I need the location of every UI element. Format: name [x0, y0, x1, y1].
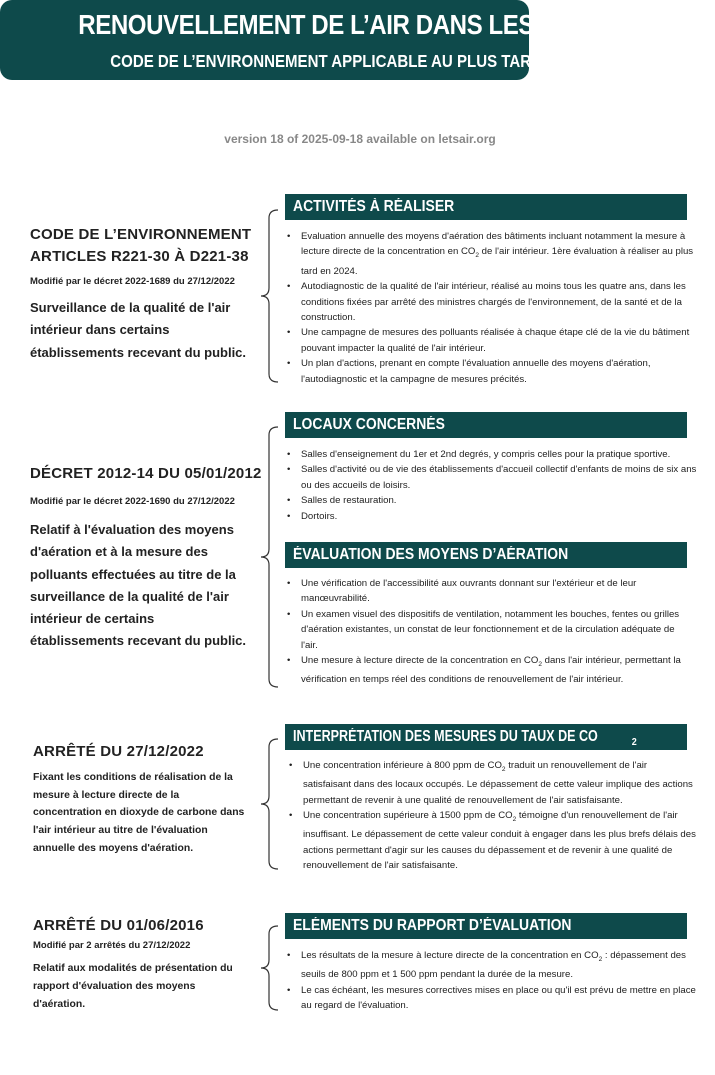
interpretation-b2-l1: [303, 808, 699, 827]
list-item: [287, 325, 697, 356]
section-interpretation-header: [285, 724, 687, 750]
co2-subscript: 2: [475, 252, 480, 260]
list-item: [287, 983, 697, 1014]
evaluation-b3-l1b: dans l'air intérieur, permettant la: [541, 655, 681, 667]
evaluation-b1-l1: • Une vérification de l'accessibilité aux ouvrants donnant sur l'extérieur et de leur: [301, 578, 637, 589]
code-heading-2: ARTICLES R221-30 À D221-38: [30, 248, 249, 265]
arrete1-desc-5: annuelle des moyens d'aération.: [33, 843, 194, 854]
arrete2-desc-1: Relatif aux modalités de présentation du: [33, 963, 233, 974]
brace-arrete2: [256, 924, 282, 1012]
arrete2-heading: ARRÊTÉ DU 01/06/2016: [33, 917, 204, 934]
activites-b2-l1: • Autodiagnostic de la qualité de l'air intérieur, réalisé au moins tous les quatre ans, dans les: [301, 281, 686, 293]
list-item: [287, 576, 697, 607]
activites-b3-l1: • Une campagne de mesures des polluants réalisée à chaque étape clé de la vie du bâtiment: [301, 327, 690, 339]
activites-b2-l2: conditions fixées par arrêté des ministres chargés de l'environnement, de la santé et de la: [301, 296, 682, 308]
co2-subscript: 2: [501, 765, 506, 773]
arrete1-heading: ARRÊTÉ DU 27/12/2022: [33, 743, 204, 760]
rapport-b2-l1: • Le cas échéant, les mesures correctives mises en place ou qu'il est prévu de mettre en place: [301, 984, 696, 996]
interpretation-b1-l3: permettant de revenir à une qualité de renouvellement de l'air satisfaisante.: [303, 794, 623, 806]
evaluation-list: [287, 576, 697, 688]
arrete2-desc-2: rapport d'évaluation des moyens: [33, 981, 196, 992]
locaux-list: [287, 447, 697, 524]
rapport-b1-l1b: : dépassement des: [602, 950, 686, 961]
interpretation-b1-l1: [303, 758, 699, 777]
co2-subscript: 2: [538, 660, 542, 668]
list-item: [287, 462, 697, 493]
list-item: [289, 808, 699, 874]
decret-desc-4: surveillance de la qualité de l'air: [30, 589, 229, 604]
code-desc-1: Surveillance de la qualité de l'air: [30, 300, 231, 315]
activites-list: [287, 229, 697, 387]
code-desc-3: établissements recevant du public.: [30, 345, 247, 360]
activites-b1-l2: [301, 244, 697, 263]
activites-b4-l2: l'autodiagnostic et la campagne de mesures précités.: [301, 373, 527, 385]
interpretation-b1-l1a: Une concentration inférieure à 800 ppm de CO: [303, 760, 502, 771]
decret-desc-6: établissements recevant du public.: [30, 633, 247, 648]
evaluation-b3-l1a: Une mesure à lecture directe de la concentration en CO: [301, 655, 539, 667]
section-evaluation-header: [285, 542, 687, 568]
interpretation-b2-l4: renouvellement de l'air satisfaisante.: [303, 860, 458, 872]
section-locaux-header: [285, 412, 687, 438]
co2-subscript: 2: [631, 737, 637, 749]
activites-b3-l2: pouvant impacter la qualité de l'air intérieur.: [301, 342, 486, 354]
list-item: [287, 229, 697, 279]
evaluation-b3-l1: [301, 653, 697, 672]
list-item: [289, 758, 699, 808]
section-locaux-title: LOCAUX CONCERNÉS: [293, 416, 445, 433]
activites-b4-l1: • Un plan d'actions, prenant en compte l'évaluation annuelle des moyens d'aération,: [301, 358, 651, 370]
locaux-b2-l1: • Salles d'activité ou de vie des établissements d'accueil collectif d'enfants de moins de six ans: [301, 464, 697, 476]
rapport-b1-l1a: Les résultats de la mesure à lecture directe de la concentration en CO: [301, 950, 599, 961]
interpretation-list: [289, 758, 699, 874]
list-item: [287, 653, 697, 688]
activites-b2-l3: construction.: [301, 311, 356, 323]
co2-subscript: 2: [598, 955, 603, 963]
locaux-b1-l1: • Salles d'enseignement du 1er et 2nd degrés, y compris celles pour la pratique sportive.: [301, 449, 671, 460]
brace-arrete1: [256, 737, 282, 871]
interpretation-b1-l1b: traduit un renouvellement de l'air: [505, 760, 648, 771]
list-item: [287, 447, 697, 462]
locaux-b4-l1: • Dortoirs.: [301, 510, 338, 522]
interpretation-b2-l1a: Une concentration supérieure à 1500 ppm de CO: [303, 810, 513, 822]
arrete1-desc-1: Fixant les conditions de réalisation de la: [33, 772, 233, 783]
locaux-b2-l2: ou des accueils de loisirs.: [301, 479, 411, 491]
section-activites-header: [285, 194, 687, 220]
section-evaluation-title: ÉVALUATION DES MOYENS D’AÉRATION: [293, 546, 569, 563]
activites-b1-l1: • Evaluation annuelle des moyens d'aération des bâtiments incluant notamment la mesure à: [301, 231, 686, 242]
brace-code: [256, 208, 282, 384]
interpretation-b2-l1b: témoigne d'un renouvellement de l'air: [516, 810, 678, 822]
evaluation-b1-l2: manœuvrabilité.: [301, 593, 370, 605]
section-rapport-title: ELÉMENTS DU RAPPORT D’ÉVALUATION: [293, 917, 572, 934]
list-item: [287, 607, 697, 653]
evaluation-b2-l3: l'air.: [301, 639, 318, 651]
locaux-b3-l1: • Salles de restauration.: [301, 495, 397, 507]
list-item: [287, 356, 697, 387]
evaluation-b2-l1: • Un examen visuel des dispositifs de ventilation, notamment les bouches, fentes ou grilles: [301, 608, 680, 620]
section-interpretation-title: INTERPRÉTATION DES MESURES DU TAUX DE CO: [293, 728, 598, 745]
list-item: [287, 279, 697, 325]
decret-heading: DÉCRET 2012-14 DU 05/01/2012: [30, 465, 262, 482]
code-desc-2: intérieur dans certains: [30, 322, 170, 337]
arrete1-desc-4: l'air intérieur au titre de l'évaluation: [33, 825, 208, 836]
arrete2-modified: Modifié par 2 arrêtés du 27/12/2022: [33, 940, 191, 951]
code-modified: Modifié par le décret 2022-1689 du 27/12/2022: [30, 276, 235, 287]
co2-subscript: 2: [512, 816, 517, 824]
arrete1-desc-2: mesure à lecture directe de la: [33, 790, 180, 801]
interpretation-b2-l3: actions permettant d'agir sur les causes du dépassement et de revenir à une qualité de: [303, 844, 673, 856]
code-heading-1: CODE DE L’ENVIRONNEMENT: [30, 226, 252, 243]
list-item: [287, 509, 697, 524]
activites-b1-l3: tard en 2024.: [301, 265, 358, 277]
version-note: version 18 of 2025-09-18 available on letsair.org: [224, 132, 496, 146]
evaluation-b2-l2: d'aération existantes, un constat de leur fonctionnement et de la circulation adéquate de: [301, 624, 675, 636]
rapport-b1-l1: [301, 948, 697, 967]
arrete2-desc-3: d'aération.: [33, 999, 86, 1010]
evaluation-b3-l2: vérification en temps réel des conditions de renouvellement de l'air intérieur.: [301, 674, 624, 686]
arrete1-desc-3: concentration en dioxyde de carbone dans: [33, 807, 245, 818]
rapport-list: [287, 948, 697, 1014]
decret-desc-1: Relatif à l'évaluation des moyens: [30, 522, 234, 537]
page-title: RENOUVELLEMENT DE L’AIR DANS LES ÉCOLES: [78, 9, 637, 40]
interpretation-b2-l2: insuffisant. Le dépassement de cette valeur conduit à engager dans les plus brefs délais des: [303, 829, 696, 841]
interpretation-b1-l2: satisfaisant dans des locaux occupés. Le dépassement de cette valeur implique des actions: [303, 779, 693, 791]
list-item: [287, 493, 697, 508]
decret-modified: Modifié par le décret 2022-1690 du 27/12/2022: [30, 496, 235, 507]
decret-desc-2: d'aération et à la mesure des: [30, 544, 208, 559]
section-activites-title: ACTIVITÉS À RÉALISER: [293, 198, 455, 215]
rapport-b2-l2: au regard de l'évaluation.: [301, 1000, 409, 1012]
decret-desc-3: polluants effectuées au titre de la: [30, 567, 236, 582]
decret-desc-5: intérieur de certains: [30, 611, 155, 626]
brace-decret: [256, 425, 282, 689]
rapport-b1-l2: seuils de 800 ppm et 1 500 ppm pendant la durée de la mesure.: [301, 969, 574, 981]
list-item: [287, 948, 697, 983]
section-rapport-header: [285, 913, 687, 939]
title-banner: [0, 0, 637, 80]
activites-b1-l2b: de l'air intérieur. 1ère évaluation à réaliser au plus: [479, 246, 694, 258]
page-subtitle: CODE DE L’ENVIRONNEMENT APPLICABLE AU PLUS TARD EN 2024: [110, 51, 605, 71]
activites-b1-l2a: lecture directe de la concentration en CO: [301, 246, 476, 258]
